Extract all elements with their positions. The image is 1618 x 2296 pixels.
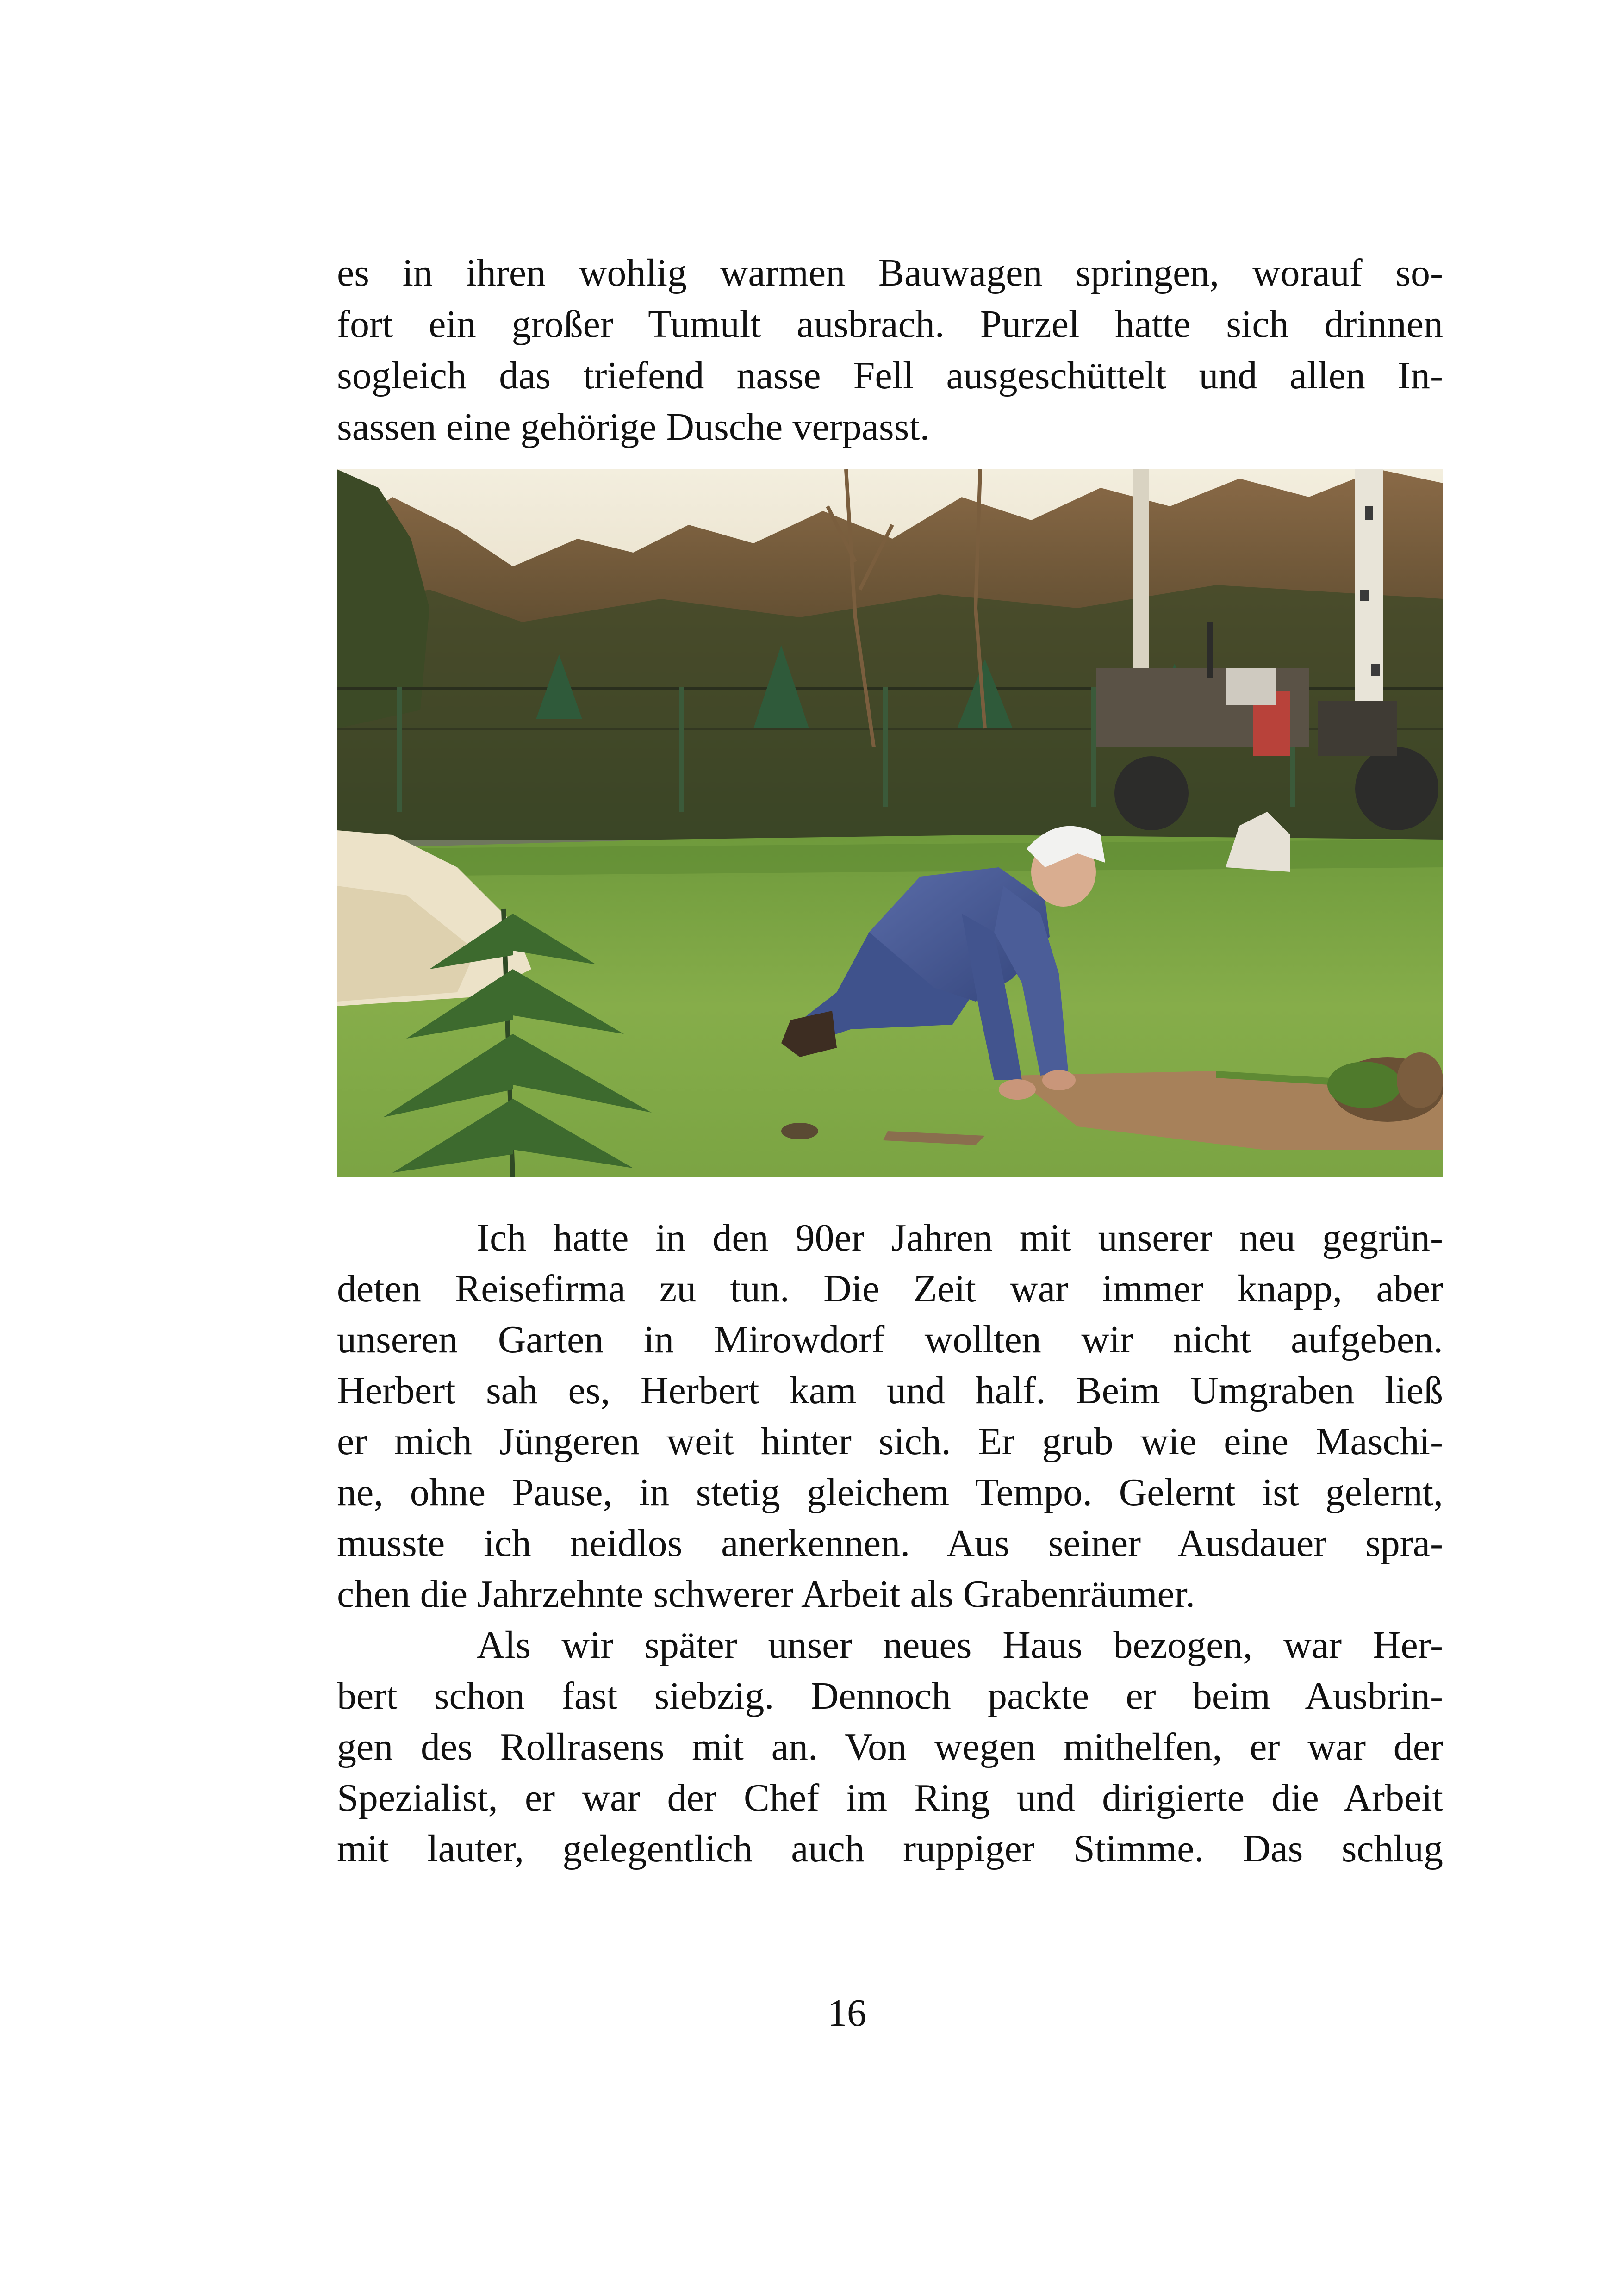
text-line: chen die Jahrzehnte schwerer Arbeit als Grabenräumer. [337, 1573, 1195, 1616]
text-line: er mich Jüngeren weit hinter sich. Er grub wie eine Maschi- [337, 1420, 1443, 1463]
text-line: bert schon fast siebzig. Dennoch packte er beim Ausbrin- [337, 1674, 1443, 1717]
text-line: Als wir später unser neues Haus bezogen, war Her- [477, 1624, 1443, 1667]
photo-man-laying-turf [337, 469, 1443, 1177]
photo-illustration [337, 469, 1443, 1177]
text-line: sogleich das triefend nasse Fell ausgeschüttelt und allen In- [337, 354, 1443, 397]
text-line: Ich hatte in den 90er Jahren mit unserer neu gegrün- [477, 1216, 1443, 1259]
page-number: 16 [828, 1991, 866, 2035]
text-line: fort ein großer Tumult ausbrach. Purzel hatte sich drinnen [337, 303, 1443, 346]
text-line: Herbert sah es, Herbert kam und half. Beim Umgraben ließ [337, 1369, 1443, 1412]
text-line: unseren Garten in Mirowdorf wollten wir nicht aufgeben. [337, 1318, 1443, 1361]
text-line: deten Reisefirma zu tun. Die Zeit war immer knapp, aber [337, 1267, 1443, 1310]
text-line: musste ich neidlos anerkennen. Aus seiner Ausdauer spra- [337, 1522, 1443, 1565]
text-line: sassen eine gehörige Dusche verpasst. [337, 405, 930, 448]
text-line: Spezialist, er war der Chef im Ring und dirigierte die Arbeit [337, 1776, 1443, 1819]
text-line: mit lauter, gelegentlich auch ruppiger Stimme. Das schlug [337, 1827, 1443, 1870]
text-line: es in ihren wohlig warmen Bauwagen springen, worauf so- [337, 251, 1443, 294]
text-line: gen des Rollrasens mit an. Von wegen mithelfen, er war der [337, 1725, 1443, 1768]
text-line: ne, ohne Pause, in stetig gleichem Tempo. Gelernt ist gelernt, [337, 1471, 1443, 1514]
